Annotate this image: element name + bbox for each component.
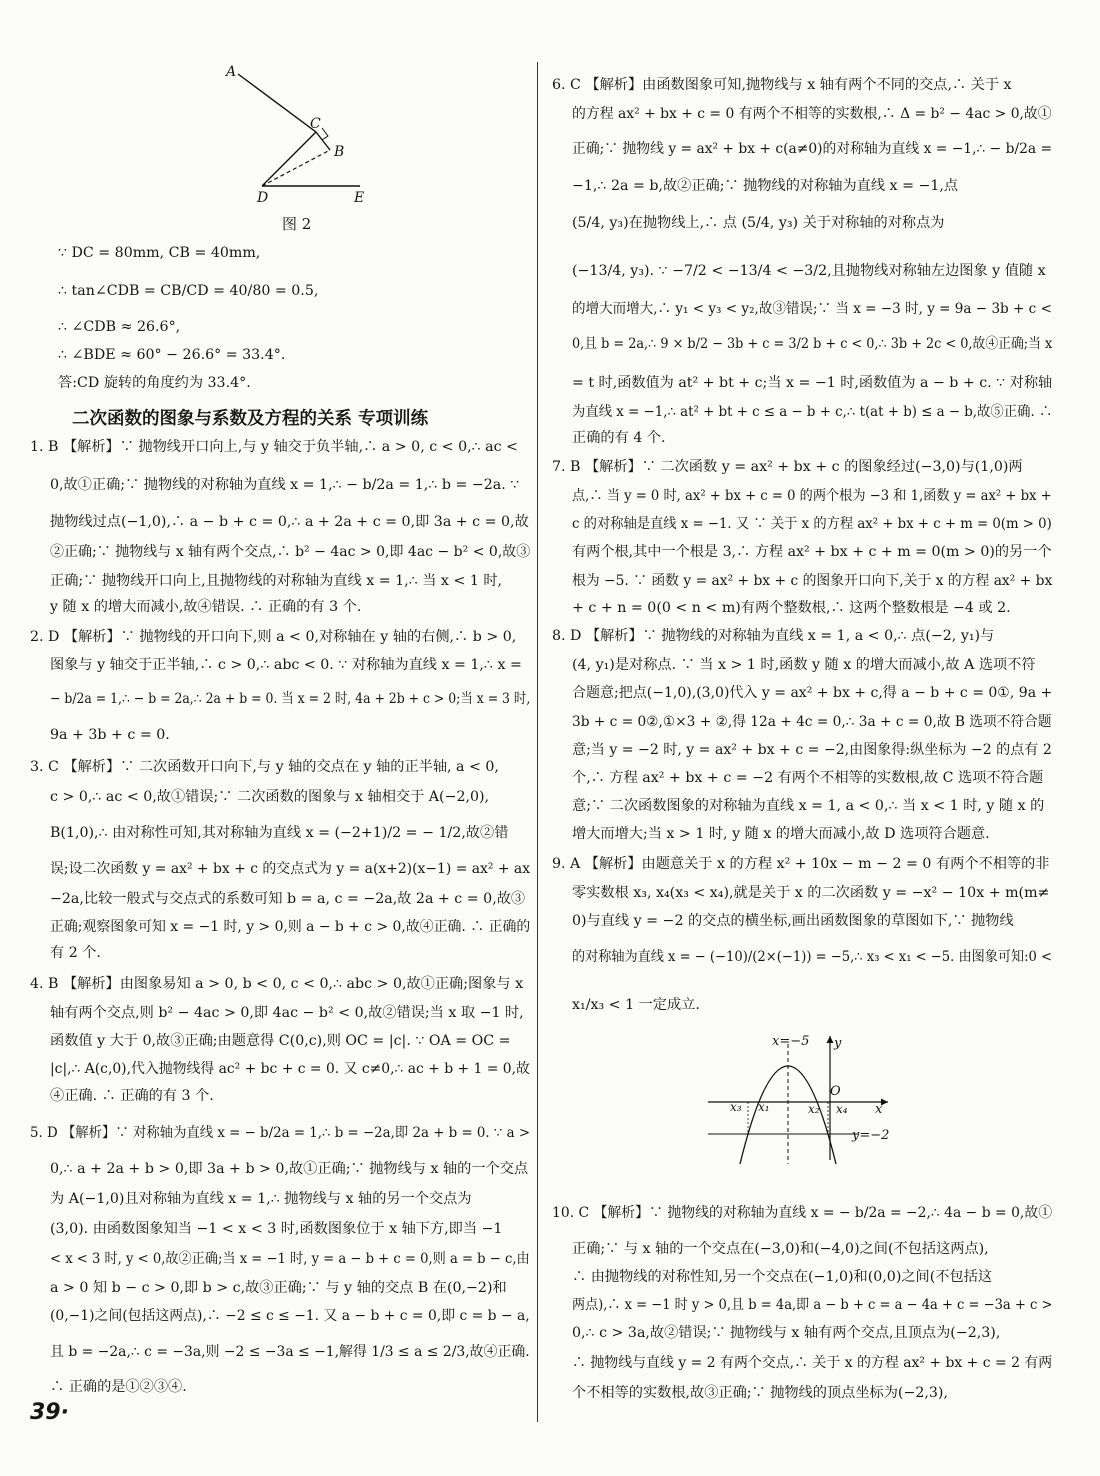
root-label-x1: x₁ xyxy=(758,1100,770,1114)
text-line: (4, y₁)是对称点. ∵ 当 x > 1 时,函数 y 随 x 的增大而减小,故 A 选项不符 xyxy=(572,657,1036,673)
text-line: −1,∴ 2a = b,故②正确;∵ 抛物线的对称轴为直线 x = −1,点 xyxy=(572,178,959,194)
text-line: (3,0). 由函数图象知当 −1 < x < 3 时,函数图象位于 x 轴下方,即当 −1 xyxy=(50,1221,503,1237)
text-line: 0,∴ a + 2a + b > 0,即 3a + b > 0,故①正确;∵ 抛物线与 x 轴的一个交点 xyxy=(50,1161,529,1177)
segment-cd xyxy=(262,132,316,186)
text-line: 为 A(−1,0)且对称轴为直线 x = 1,∴ 抛物线与 x 轴的另一个交点为 xyxy=(50,1191,472,1207)
text-line: c 的对称轴是直线 x = −1. 又 ∵ 关于 x 的方程 ax² + bx + c + m = 0(m > 0) xyxy=(572,516,1052,532)
text-line: 图象与 y 轴交于正半轴,∴ c > 0,∴ abc < 0. ∵ 对称轴为直线 x = 1,∴ x = xyxy=(50,657,522,673)
text-line: 9a + 3b + c = 0. xyxy=(50,727,170,743)
text-line: 两点),∴ x = −1 时 y > 0,且 b = 4a,即 a − b + c = a − 4a + c = −3a + c > xyxy=(572,1297,1053,1313)
line-label: y=−2 xyxy=(852,1128,890,1143)
x-axis-label: x xyxy=(875,1102,883,1117)
text-line: 增大而增大;当 x > 1 时, y 随 x 的增大而减小,故 D 选项符合题意. xyxy=(572,826,990,842)
figure-caption: 图 2 xyxy=(282,215,312,233)
label-e: E xyxy=(354,190,365,206)
text-line: (5/4, y₃)在抛物线上,∴ 点 (5/4, y₃) 关于对称轴的对称点为 xyxy=(572,215,945,231)
text-line: 个,∴ 方程 ax² + bx + c = −2 有两个不相等的实数根,故 C 选项不符合题 xyxy=(572,770,1044,786)
text-line: 9. A 【解析】由题意关于 x 的方程 x² + 10x − m − 2 = 0 有两个不相等的非 xyxy=(552,856,1050,872)
text-line: 答:CD 旋转的角度约为 33.4°. xyxy=(58,375,251,391)
text-line: 点,∴ 当 y = 0 时, ax² + bx + c = 0 的两个根为 −3 和 1,函数 y = ax² + bx + xyxy=(572,488,1052,504)
text-line: ∴ tan∠CDB = CB/CD = 40/80 = 0.5, xyxy=(58,283,319,299)
text-line: ∴ 抛物线与直线 y = 2 有两个交点,∴ 关于 x 的方程 ax² + bx + c = 2 有两 xyxy=(572,1355,1053,1371)
text-line: 有 2 个. xyxy=(50,945,101,961)
label-b: B xyxy=(334,144,345,160)
text-line: 4. B 【解析】由图象易知 a > 0, b < 0, c < 0,∴ abc > 0,故①正确;图象与 x xyxy=(30,976,524,992)
text-line: B(1,0),∴ 由对称性可知,其对称轴为直线 x = (−2+1)/2 = − 1/2,故②错 xyxy=(50,825,509,841)
label-c: C xyxy=(310,116,321,132)
text-line: 正确;∵ 抛物线开口向上,且抛物线的对称轴为直线 x = 1,∴ 当 x < 1 时, xyxy=(50,573,503,589)
text-line: y 随 x 的增大而减小,故④错误. ∴ 正确的有 3 个. xyxy=(50,599,362,615)
text-line: = t 时,函数值为 at² + bt + c;当 x = −1 时,函数值为 a − b + c. ∵ 对称轴 xyxy=(572,375,1053,391)
root-label-x3: x₃ xyxy=(730,1100,742,1114)
text-line: 意;∵ 二次函数图象的对称轴为直线 x = 1, a < 0,∴ 当 x < 1 时, y 随 x 的 xyxy=(572,798,1045,814)
text-line: 正确;∵ 抛物线 y = ax² + bx + c(a≠0)的对称轴为直线 x = −1,∴ − b/2a = xyxy=(572,141,1053,157)
label-d: D xyxy=(257,190,269,206)
text-line: ∴ ∠CDB ≈ 26.6°, xyxy=(58,319,181,335)
section-title: 二次函数的图象与系数及方程的关系 专项训练 xyxy=(72,409,429,429)
text-line: ∴ 正确的是①②③④. xyxy=(50,1379,187,1395)
right-angle-mark xyxy=(322,128,328,140)
text-line: 根为 −5. ∵ 函数 y = ax² + bx + c 的图象开口向下,关于 x 的方程 ax² + bx xyxy=(572,573,1053,589)
text-line: ∴ 由抛物线的对称性知,另一个交点在(−1,0)和(0,0)之间(不包括这 xyxy=(572,1269,993,1285)
text-line: ∴ ∠BDE ≈ 60° − 26.6° = 33.4°. xyxy=(58,347,286,363)
text-line: 0,∴ c > 3a,故②错误;∵ 抛物线与 x 轴有两个交点,且顶点为(−2,3), xyxy=(572,1325,1001,1341)
text-line: − b/2a = 1,∴ − b = 2a,∴ 2a + b = 0. 当 x = 2 时, 4a + 2b + c > 0;当 x = 3 时, xyxy=(50,691,531,707)
text-line: 函数值 y 大于 0,故③正确;由题意得 C(0,c),则 OC = |c|. ∵ OA = OC = xyxy=(50,1033,511,1049)
segment-cb xyxy=(316,132,330,150)
text-line: a > 0 知 b − c > 0,即 b > c,故③正确;∵ 与 y 轴的交点 B 在(0,−2)和 xyxy=(50,1280,507,1296)
segment-db xyxy=(262,150,330,186)
column-divider xyxy=(537,62,538,1422)
text-line: 有两个根,其中一个根是 3,∴ 方程 ax² + bx + c + m = 0(m > 0)的另一个 xyxy=(572,544,1052,560)
root-label-x2: x₂ xyxy=(808,1102,820,1116)
text-line: 为直线 x = −1,∴ at² + bt + c ≤ a − b + c,∴ t(at + b) ≤ a − b,故⑤正确. ∴ xyxy=(572,404,1053,420)
label-a: A xyxy=(226,64,237,80)
text-line: 0)与直线 y = −2 的交点的横坐标,画出函数图象的草图如下,∵ 抛物线 xyxy=(572,913,1014,929)
text-line: 正确;∵ 与 x 轴的一个交点在(−3,0)和(−4,0)之间(不包括这两点), xyxy=(572,1241,989,1257)
text-line: 合题意;把点(−1,0),(3,0)代入 y = ax² + bx + c,得 a − b + c = 0①, 9a + xyxy=(572,685,1053,701)
text-line: 6. C 【解析】由函数图象可知,抛物线与 x 轴有两个不同的交点,∴ 关于 x xyxy=(552,77,1012,93)
text-line: c > 0,∴ ac < 0,故①错误;∵ 二次函数的图象与 x 轴相交于 A(−2,0), xyxy=(50,789,490,805)
text-line: 1. B 【解析】∵ 抛物线开口向上,与 y 轴交于负半轴,∴ a > 0, c < 0,∴ ac < xyxy=(30,439,518,455)
text-line: 误;设二次函数 y = ax² + bx + c 的交点式为 y = a(x+2)(x−1) = ax² + ax xyxy=(50,861,531,877)
text-line: ∵ DC = 80mm, CB = 40mm, xyxy=(58,245,261,261)
text-line: 正确;观察图象可知 x = −1 时, y > 0,则 a − b + c > 0,故④正确. ∴ 正确的 xyxy=(50,919,531,935)
text-line: 3. C 【解析】∵ 二次函数开口向下,与 y 轴的交点在 y 轴的正半轴, a < 0, xyxy=(30,759,499,775)
origin-label: O xyxy=(830,1084,841,1099)
text-line: 的增大而增大,∴ y₁ < y₃ < y₂,故③错误;∵ 当 x = −3 时, y = 9a − 3b + c < xyxy=(572,301,1052,317)
text-line: 5. D 【解析】∵ 对称轴为直线 x = − b/2a = 1,∴ b = −2a,即 2a + b = 0. ∵ a > xyxy=(30,1125,531,1141)
text-line: 0,且 b = 2a,∴ 9 × b/2 − 3b + c = 3/2 b + c < 0,∴ 3b + 2c < 0,故④正确;当 x xyxy=(572,336,1053,352)
text-line: 3b + c = 0②,①×3 + ②,得 12a + 4c = 0,∴ 3a + c = 0,故 B 选项不符合题 xyxy=(572,714,1052,730)
text-line: 8. D 【解析】∵ 抛物线的对称轴为直线 x = 1, a < 0,∴ 点(−2, y₁)与 xyxy=(552,628,995,644)
text-line: 意;当 y = −2 时, y = ax² + bx + c = −2,由图象得:纵坐标为 −2 的点有 2 xyxy=(572,742,1052,758)
text-line: −2a,比较一般式与交点式的系数可知 b = a, c = −2a,故 2a + c = 0,故③ xyxy=(50,891,526,907)
text-line: x₁/x₃ < 1 一定成立. xyxy=(572,997,700,1013)
text-line: 的对称轴为直线 x = − (−10)/(2×(−1)) = −5,∴ x₃ < x₁ < −5. 由图象可知:0 < xyxy=(572,949,1053,965)
text-line: ④正确. ∴ 正确的有 3 个. xyxy=(50,1088,214,1104)
segment-ac xyxy=(238,74,316,132)
root-label-x4: x₄ xyxy=(836,1102,848,1116)
y-axis-arrow xyxy=(827,1036,834,1043)
text-line: 0,故①正确;∵ 抛物线的对称轴为直线 x = 1,∴ − b/2a = 1,∴ b = −2a. ∵ xyxy=(50,477,520,493)
text-line: 个不相等的实数根,故③正确;∵ 抛物线的顶点坐标为(−2,3), xyxy=(572,1385,948,1401)
text-line: + c + n = 0(0 < n < m)有两个整数根,∴ 这两个整数根是 −4 或 2. xyxy=(572,600,1011,616)
text-line: 轴有两个交点,则 b² − 4ac > 0,即 4ac − b² < 0,故②错误;当 x 取 −1 时, xyxy=(50,1005,524,1021)
sym-axis-label: x=−5 xyxy=(772,1034,810,1049)
page-number: 39· xyxy=(30,1400,69,1425)
text-line: 且 b = −2a,∴ c = −3a,则 −2 ≤ −3a ≤ −1,解得 1/3 ≤ a ≤ 2/3,故④正确. xyxy=(50,1344,530,1360)
text-line: 正确的有 4 个. xyxy=(572,430,666,446)
text-line: < x < 3 时, y < 0,故②正确;当 x = −1 时, y = a − b + c = 0,则 a = b − c,由 xyxy=(50,1251,530,1267)
text-line: 的方程 ax² + bx + c = 0 有两个不相等的实数根,∴ Δ = b² − 4ac > 0,故① xyxy=(572,106,1052,122)
text-line: (0,−1)之间(包括这两点),∴ −2 ≤ c ≤ −1. 又 a − b + c = 0,即 c = b − a, xyxy=(50,1308,530,1324)
text-line: 2. D 【解析】∵ 抛物线的开口向下,则 a < 0,对称轴在 y 轴的右侧,∴ b > 0, xyxy=(30,629,517,645)
y-axis-label: y xyxy=(834,1036,842,1051)
text-line: (−13/4, y₃). ∵ −7/2 < −13/4 < −3/2,且抛物线对称轴左边图象 y 值随 x xyxy=(572,263,1046,279)
text-line: 10. C 【解析】∵ 抛物线的对称轴为直线 x = − b/2a = −2,∴ 4a − b = 0,故① xyxy=(552,1205,1053,1221)
text-line: |c|,∴ A(c,0),代入抛物线得 ac² + bc + c = 0. 又 c≠0,∴ ac + b + 1 = 0,故 xyxy=(50,1061,530,1077)
text-line: ②正确;∵ 抛物线与 x 轴有两个交点,∴ b² − 4ac > 0,即 4ac − b² < 0,故③ xyxy=(50,544,531,560)
text-line: 抛物线过点(−1,0),∴ a − b + c = 0,∴ a + 2a + c = 0,即 3a + c = 0,故 xyxy=(50,514,529,530)
text-line: 零实数根 x₃, x₄(x₃ < x₄),就是关于 x 的二次函数 y = −x² − 10x + m(m≠ xyxy=(572,885,1050,901)
text-line: 7. B 【解析】∵ 二次函数 y = ax² + bx + c 的图象经过(−3,0)与(1,0)两 xyxy=(552,459,1023,475)
